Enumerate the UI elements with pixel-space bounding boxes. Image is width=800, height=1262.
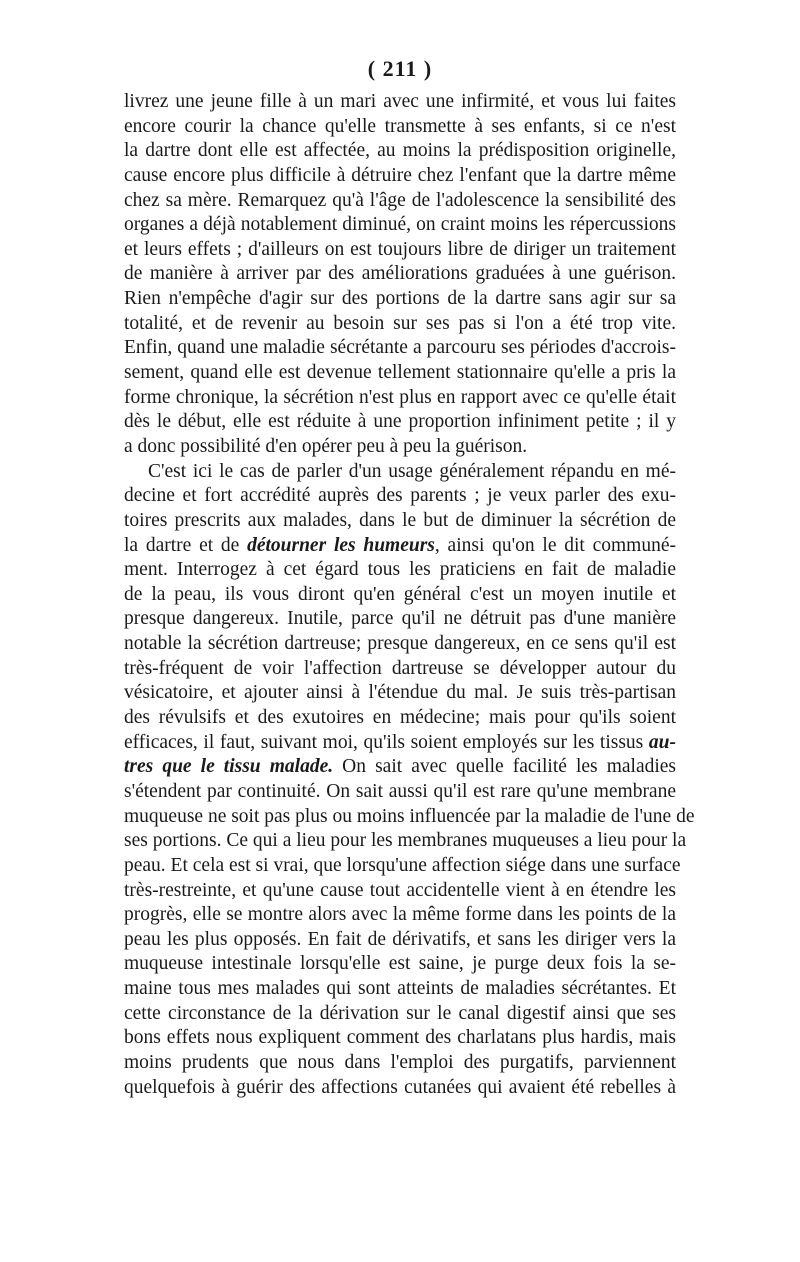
text-line: progrès, elle se montre alors avec la même forme dans les points de la xyxy=(124,904,676,926)
text-line: muqueuse ne soit pas plus ou moins influencée par la maladie de l'une de xyxy=(124,805,695,827)
text-line: bons effets nous expliquent comment des charlatans plus hardis, mais xyxy=(124,1027,676,1049)
text-line-with-italic xyxy=(124,755,676,780)
text-line: vésicatoire, et ajouter ainsi à l'étendue du mal. Je suis très-partisan xyxy=(124,682,676,704)
italic-phrase: détourner les humeurs xyxy=(247,534,435,556)
text-segment: la dartre et de xyxy=(124,534,248,556)
text-line: encore courir la chance qu'elle transmette à ses enfants, si ce n'est xyxy=(124,115,676,137)
text-line: livrez une jeune fille à un mari avec une infirmité, et vous lui faites xyxy=(124,91,676,112)
text-line: Rien n'empêche d'agir sur des portions de la dartre sans agir sur sa xyxy=(124,288,676,310)
text-line: decine et fort accrédité auprès des parents ; je veux parler des exu- xyxy=(124,485,676,507)
text-line: de manière à arriver par des améliorations graduées à une guérison. xyxy=(124,263,676,285)
text-line: ses portions. Ce qui a lieu pour les membranes muqueuses a lieu pour la xyxy=(124,830,687,852)
text-line: moins prudents que nous dans l'emploi des purgatifs, parviennent xyxy=(124,1051,676,1073)
text-line: chez sa mère. Remarquez qu'à l'âge de l'adolescence la sensibilité des xyxy=(124,189,676,211)
paragraph-end-line: a donc possibilité d'en opérer peu à peu la guérison. xyxy=(124,435,528,457)
text-line: peau les plus opposés. En fait de dérivatifs, et sans les diriger vers la xyxy=(124,928,676,950)
paragraph-start-line: C'est ici le cas de parler d'un usage généralement répandu en mé- xyxy=(148,460,676,482)
body-text xyxy=(124,90,695,1100)
text-line: cette circonstance de la dérivation sur le canal digestif ainsi que ses xyxy=(124,1002,676,1024)
text-line: et leurs effets ; d'ailleurs on est toujours libre de diriger un traitement xyxy=(124,238,676,260)
italic-phrase: tres que le tissu malade. xyxy=(124,756,334,778)
text-line: totalité, et de revenir au besoin sur ses pas si l'on a été trop vite. xyxy=(124,312,676,334)
text-line: muqueuse intestinale lorsqu'elle est saine, je purge deux fois la se- xyxy=(124,953,676,975)
text-line: s'étendent par continuité. On sait aussi qu'il est rare qu'une membrane xyxy=(124,780,676,802)
text-line: des révulsifs et des exutoires en médecine; mais pour qu'ils soient xyxy=(124,707,676,729)
text-segment: , ainsi qu'on le dit communé- xyxy=(434,534,676,556)
text-line: très-restreinte, et qu'une cause tout accidentelle vient à en étendre les xyxy=(124,879,676,901)
text-line: forme chronique, la sécrétion n'est plus en rapport avec ce qu'elle était xyxy=(124,386,676,408)
text-segment: On sait avec quelle facilité les maladies xyxy=(333,756,677,778)
text-line: presque dangereux. Inutile, parce qu'il ne détruit pas d'une manière xyxy=(124,608,676,630)
text-line: dès le début, elle est réduite à une proportion infiniment petite ; il y xyxy=(124,411,676,433)
text-line: organes a déjà notablement diminué, on craint moins les répercussions xyxy=(124,214,676,236)
text-line: ment. Interrogez à cet égard tous les praticiens en fait de maladie xyxy=(124,559,676,581)
text-line: cause encore plus difficile à détruire chez l'enfant que la dartre même xyxy=(124,164,676,186)
italic-phrase: au- xyxy=(648,731,676,753)
text-line: très-fréquent de voir l'affection dartreuse se développer autour du xyxy=(124,657,676,679)
text-line: la dartre dont elle est affectée, au moins la prédisposition originelle, xyxy=(124,140,676,162)
text-line: de la peau, ils vous diront qu'en général c'est un moyen inutile et xyxy=(124,583,676,605)
text-line: sement, quand elle est devenue tellement stationnaire qu'elle a pris la xyxy=(124,362,676,384)
page-number: ( 211 ) xyxy=(367,56,433,81)
text-segment: efficaces, il faut, suivant moi, qu'ils soient employés sur les tissus xyxy=(124,731,649,753)
text-line: toires prescrits aux malades, dans le but de diminuer la sécrétion de xyxy=(124,509,676,531)
text-line: Enfin, quand une maladie sécrétante a parcouru ses périodes d'accrois- xyxy=(124,337,676,359)
text-line-with-italic xyxy=(124,731,676,756)
text-line: maine tous mes malades qui sont atteints de maladies sécrétantes. Et xyxy=(124,978,676,1000)
text-line: peau. Et cela est si vrai, que lorsqu'une affection siége dans une surface xyxy=(124,854,681,876)
text-line-with-italic xyxy=(124,534,676,559)
text-line: notable la sécrétion dartreuse; presque dangereux, en ce sens qu'il est xyxy=(124,633,676,655)
text-line: quelquefois à guérir des affections cutanées qui avaient été rebelles à xyxy=(124,1076,676,1098)
